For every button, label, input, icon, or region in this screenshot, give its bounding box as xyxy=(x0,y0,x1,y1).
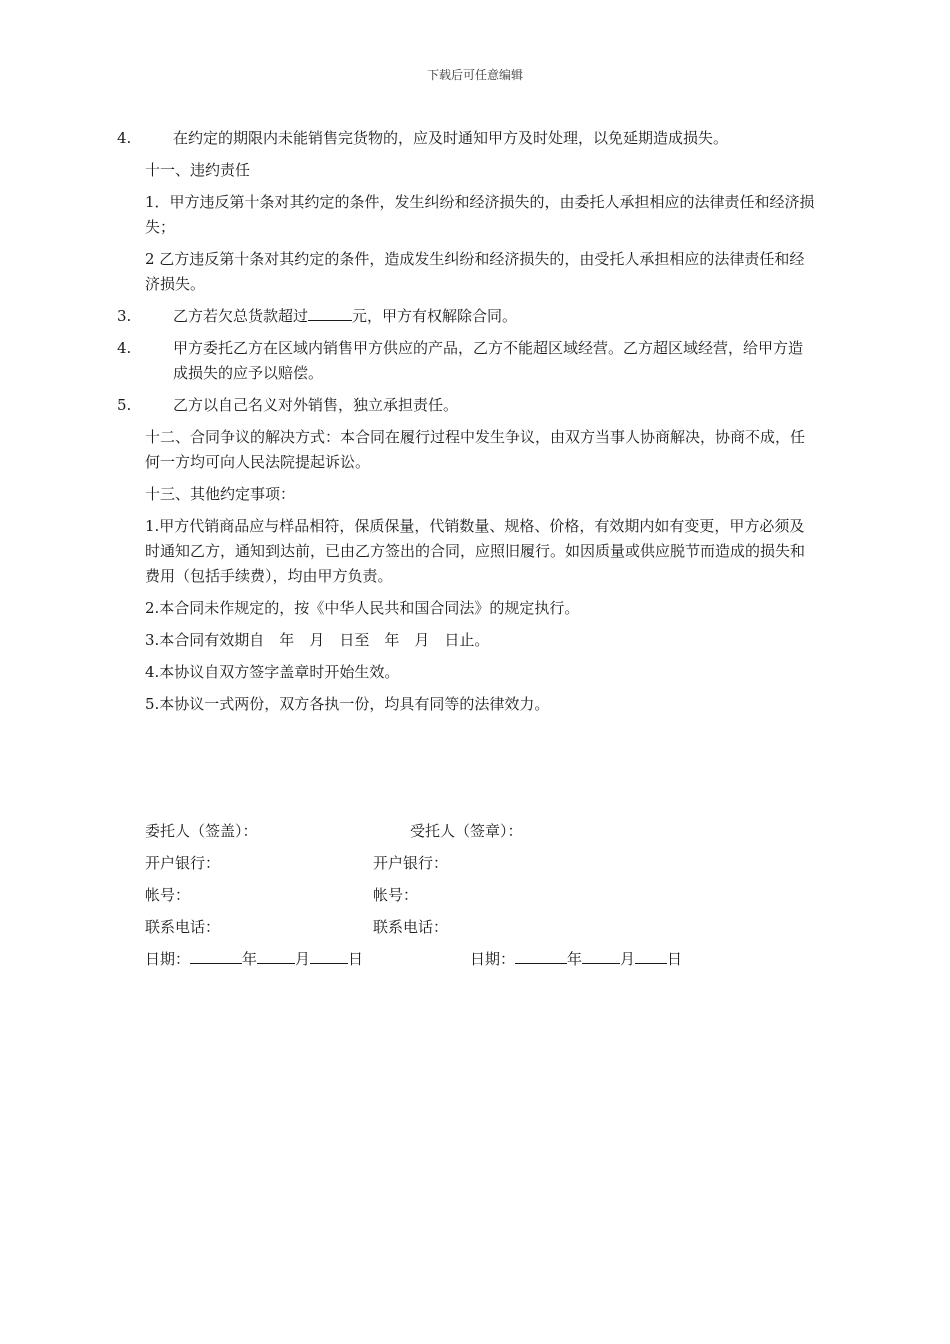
day-blank xyxy=(310,947,348,964)
section-12: 十二、合同争议的解决方式：本合同在履行过程中发生争议，由双方当事人协商解决，协商不成，任何一方均可向人民法院提起诉讼。 xyxy=(145,428,806,471)
section-11-item-4 xyxy=(117,336,815,386)
account-label-left: 帐号： xyxy=(145,886,191,904)
clause-number: 5. xyxy=(117,396,132,414)
section-11-item-2: 2 乙方违反第十条对其约定的条件，造成发生纠纷和经济损失的，由受托人承担相应的法律责任和经济损失。 xyxy=(145,250,805,293)
date-label: 日期： xyxy=(145,950,191,968)
contract-body xyxy=(117,126,815,724)
clause-number: 3. xyxy=(117,307,132,325)
clause-text: 乙方若欠总货款超过 xyxy=(173,307,309,325)
section-13-item-3: 3.本合同有效期自 年 月 日至 年 月 日止。 xyxy=(145,631,490,649)
clause-number: 4. xyxy=(117,129,132,147)
bank-label-right: 开户银行： xyxy=(373,854,449,872)
section-13-item-4: 4.本协议自双方签字盖章时开始生效。 xyxy=(145,663,400,681)
section-13-item-1: 1.甲方代销商品应与样品相符，保质保量，代销数量、规格、价格，有效期内如有变更，甲方必须及时通知乙方，通知到达前，已由乙方签出的合同，应照旧履行。如因质量或供应脱节而造成的损失和费用（包括手续费），均由甲方负责。 xyxy=(145,517,806,585)
date-label: 日期： xyxy=(470,950,516,968)
year-blank xyxy=(515,947,567,964)
date-left xyxy=(145,947,363,972)
clause-number: 4. xyxy=(117,339,132,357)
page-header: 下载后可任意编辑 xyxy=(426,68,523,82)
year-label: 年 xyxy=(242,950,258,968)
clause-4 xyxy=(117,126,815,151)
agent-sign-label: 受托人（签章）： xyxy=(410,822,523,840)
month-blank xyxy=(582,947,620,964)
year-label: 年 xyxy=(567,950,583,968)
month-label: 月 xyxy=(620,950,636,968)
day-label: 日 xyxy=(348,950,364,968)
year-blank xyxy=(190,947,242,964)
section-13-item-5: 5.本协议一式两份，双方各执一份，均具有同等的法律效力。 xyxy=(145,695,550,713)
amount-blank xyxy=(308,304,352,321)
month-label: 月 xyxy=(295,950,311,968)
clause-text: 甲方委托乙方在区域内销售甲方供应的产品，乙方不能超区域经营。乙方超区域经营，给甲方造成损失的应予以赔偿。 xyxy=(173,339,804,382)
section-11-item-5 xyxy=(117,393,815,418)
section-13-item-2: 2.本合同未作规定的，按《中华人民共和国合同法》的规定执行。 xyxy=(145,599,580,617)
section-13-title: 十三、其他约定事项： xyxy=(145,485,296,503)
date-right xyxy=(470,947,682,972)
phone-label-left: 联系电话： xyxy=(145,918,221,936)
day-blank xyxy=(635,947,667,964)
account-label-right: 帐号： xyxy=(373,886,419,904)
clause-text: 元，甲方有权解除合同。 xyxy=(352,307,518,325)
day-label: 日 xyxy=(667,950,683,968)
phone-label-right: 联系电话： xyxy=(373,918,449,936)
clause-text: 乙方以自己名义对外销售，独立承担责任。 xyxy=(173,396,459,414)
client-sign-label: 委托人（签盖）： xyxy=(145,822,258,840)
section-11-item-1: 1．甲方违反第十条对其约定的条件，发生纠纷和经济损失的，由委托人承担相应的法律责任和经济损失； xyxy=(145,193,815,236)
month-blank xyxy=(257,947,295,964)
bank-label-left: 开户银行： xyxy=(145,854,221,872)
section-11-item-3 xyxy=(117,304,815,329)
clause-text: 在约定的期限内未能销售完货物的，应及时通知甲方及时处理，以免延期造成损失。 xyxy=(173,129,729,147)
section-11-title: 十一、违约责任 xyxy=(145,161,251,179)
